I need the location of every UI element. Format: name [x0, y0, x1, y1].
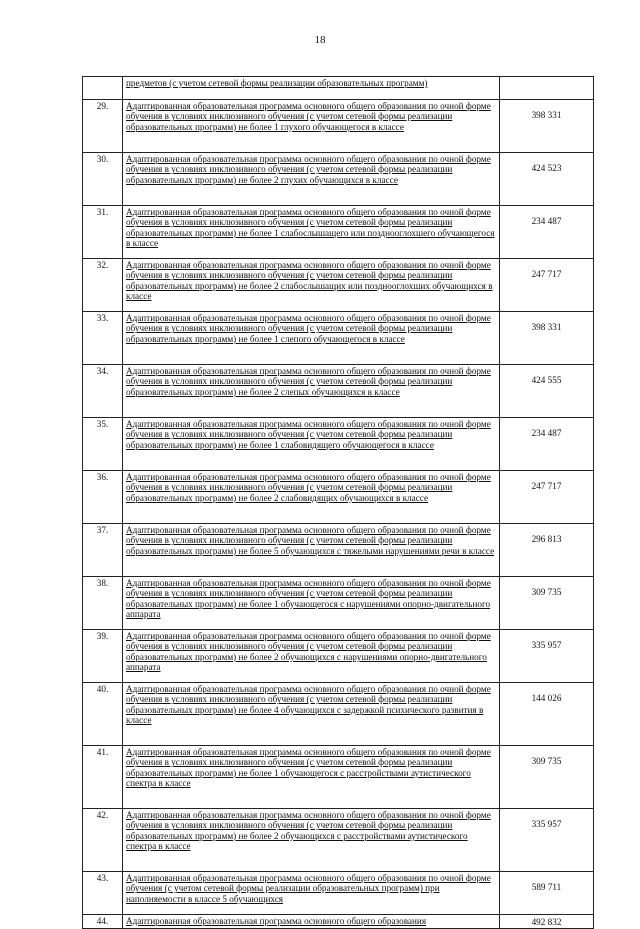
table-row [83, 77, 594, 100]
table-row [83, 259, 594, 312]
row-number: 35. [83, 418, 123, 471]
row-number: 38. [83, 577, 123, 630]
row-number [83, 77, 123, 100]
row-value: 424 555 [500, 365, 594, 418]
row-number: 44. [83, 915, 123, 929]
row-value: 335 957 [500, 630, 594, 683]
row-number: 36. [83, 471, 123, 524]
row-description: Адаптированная образовательная программа основного общего образования по очной форме обучения в условиях инклюзивного обучения (с учетом сетевой формы реализации образовательных программ) не более 5 обучающихся с тяжелыми нарушениями речи в классе [123, 524, 500, 577]
row-number: 37. [83, 524, 123, 577]
row-description: Адаптированная образовательная программа основного общего образования по очной форме обучения в условиях инклюзивного обучения (с учетом сетевой формы реализации образовательных программ) не более 2 слепых обучающихся в классе [123, 365, 500, 418]
row-description: предметов (с учетом сетевой формы реализации образовательных программ) [123, 77, 500, 100]
row-description: Адаптированная образовательная программа основного общего образования по очной форме обучения в условиях инклюзивного обучения (с учетом сетевой формы реализации образовательных программ) не более 2 слабовидящих обучающихся в классе [123, 471, 500, 524]
row-number: 34. [83, 365, 123, 418]
row-number: 40. [83, 683, 123, 746]
row-number: 31. [83, 206, 123, 259]
table-row [83, 206, 594, 259]
row-number: 42. [83, 809, 123, 872]
row-number: 43. [83, 872, 123, 915]
row-description: Адаптированная образовательная программа основного общего образования по очной форме обучения в условиях инклюзивного обучения (с учетом сетевой формы реализации образовательных программ) не более 1 слепого обучающегося в классе [123, 312, 500, 365]
table-row [83, 872, 594, 915]
table-row [83, 100, 594, 153]
tariff-table [82, 76, 594, 929]
row-description: Адаптированная образовательная программа основного общего образования по очной форме обучения в условиях инклюзивного обучения (с учетом сетевой формы реализации образовательных программ) не более 4 обучающихся с задержкой психического развития в классе [123, 683, 500, 746]
row-value: 234 487 [500, 206, 594, 259]
table-row [83, 746, 594, 809]
row-value: 247 717 [500, 471, 594, 524]
row-description: Адаптированная образовательная программа основного общего образования по очной форме обучения в условиях инклюзивного обучения (с учетом сетевой формы реализации образовательных программ) не более 2 глухих обучающихся в классе [123, 153, 500, 206]
table-row [83, 365, 594, 418]
row-number: 30. [83, 153, 123, 206]
table-row [83, 809, 594, 872]
row-description: Адаптированная образовательная программа основного общего образования [123, 915, 500, 929]
row-value: 309 735 [500, 746, 594, 809]
row-value: 309 735 [500, 577, 594, 630]
row-description: Адаптированная образовательная программа основного общего образования по очной форме обучения в условиях инклюзивного обучения (с учетом сетевой формы реализации образовательных программ) не более 1 слабовидящего обучающегося в классе [123, 418, 500, 471]
table-row [83, 418, 594, 471]
page-number: 18 [314, 34, 326, 46]
row-value: 247 717 [500, 259, 594, 312]
table-row [83, 312, 594, 365]
row-value: 144 026 [500, 683, 594, 746]
table-row [83, 153, 594, 206]
table-row [83, 630, 594, 683]
row-value: 589 711 [500, 872, 594, 915]
table-row [83, 524, 594, 577]
row-value: 398 331 [500, 312, 594, 365]
table-row [83, 577, 594, 630]
row-value: 424 523 [500, 153, 594, 206]
row-description: Адаптированная образовательная программа основного общего образования по очной форме обучения в условиях инклюзивного обучения (с учетом сетевой формы реализации образовательных программ) не более 1 слабослышащего или позднооглохшего обучающегося в классе [123, 206, 500, 259]
row-value: 398 331 [500, 100, 594, 153]
row-value: 234 487 [500, 418, 594, 471]
row-description: Адаптированная образовательная программа основного общего образования по очной форме обучения в условиях инклюзивного обучения (с учетом сетевой формы реализации образовательных программ) не более 2 слабослышащих или позднооглохших обучающихся в классе [123, 259, 500, 312]
row-value: 335 957 [500, 809, 594, 872]
row-value [500, 77, 594, 100]
row-description: Адаптированная образовательная программа основного общего образования по очной форме обучения в условиях инклюзивного обучения (с учетом сетевой формы реализации образовательных программ) не более 2 обучающихся с нарушениями опорно-двигательного аппарата [123, 630, 500, 683]
row-number: 41. [83, 746, 123, 809]
row-description: Адаптированная образовательная программа основного общего образования по очной форме обучения (с учетом сетевой формы реализации образовательных программ) при наполняемости в классе 5 обучающихся [123, 872, 500, 915]
table-row [83, 683, 594, 746]
row-number: 32. [83, 259, 123, 312]
row-number: 29. [83, 100, 123, 153]
row-value: 492 832 [500, 915, 594, 929]
table-row [83, 915, 594, 929]
row-number: 33. [83, 312, 123, 365]
row-number: 39. [83, 630, 123, 683]
row-description: Адаптированная образовательная программа основного общего образования по очной форме обучения в условиях инклюзивного обучения (с учетом сетевой формы реализации образовательных программ) не более 1 глухого обучающегося в классе [123, 100, 500, 153]
row-description: Адаптированная образовательная программа основного общего образования по очной форме обучения в условиях инклюзивного обучения (с учетом сетевой формы реализации образовательных программ) не более 2 обучающихся с расстройствами аутистического спектра в классе [123, 809, 500, 872]
row-description: Адаптированная образовательная программа основного общего образования по очной форме обучения в условиях инклюзивного обучения (с учетом сетевой формы реализации образовательных программ) не более 1 обучающегося с нарушениями опорно-двигательного аппарата [123, 577, 500, 630]
table-row [83, 471, 594, 524]
row-description: Адаптированная образовательная программа основного общего образования по очной форме обучения в условиях инклюзивного обучения (с учетом сетевой формы реализации образовательных программ) не более 1 обучающегося с расстройствами аутистического спектра в классе [123, 746, 500, 809]
row-value: 296 813 [500, 524, 594, 577]
